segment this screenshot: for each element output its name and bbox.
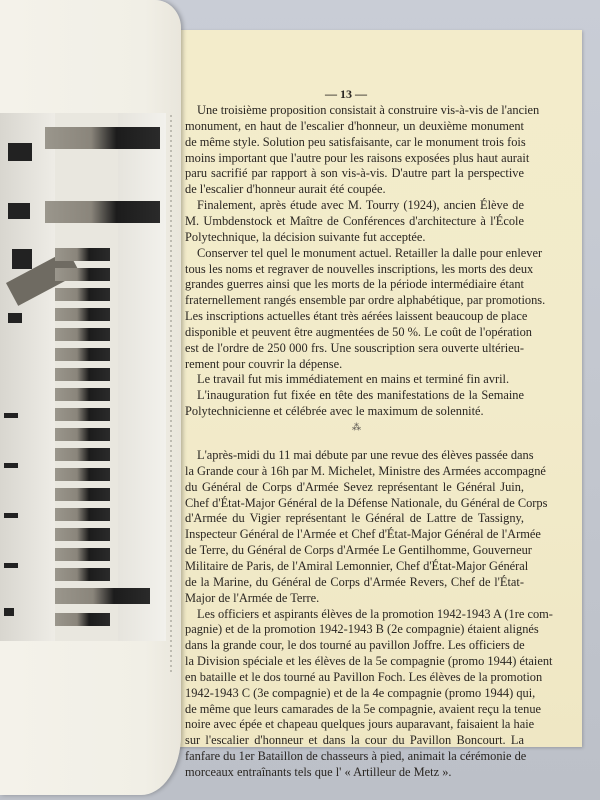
text-line: est de l'ordre de 250 000 frs. Une souscription sera ouverte ultérieu- [185, 340, 524, 355]
text-line: Inspecteur Général de l'Armée et Chef d'État-Major Général de l'Armée [185, 527, 541, 542]
text-line: M. Umbdenstock et Maître de Conférences d'architecture à l'École [185, 213, 524, 228]
text-line: Chef d'État-Major Général de la Défense Nationale, du Général de Corps [185, 495, 548, 510]
text-line: L'après-midi du 11 mai débute par une revue des élèves passée dans [197, 448, 534, 462]
photo-window [4, 513, 18, 518]
photo-figure [55, 568, 110, 581]
photo-figure [55, 288, 110, 301]
section-separator: ⁂ [352, 422, 361, 432]
text-line: Polytechnicienne et célébrée avec le maximum de solennité. [185, 404, 484, 419]
text-line: dans la grande cour, le dos tourné au pavillon Joffre. Les officiers de [185, 638, 525, 653]
photo-figure [55, 548, 110, 561]
text-line: grandes guerres ainsi que les morts de la période intermédiaire étant [185, 277, 524, 292]
ceremony-photo [0, 113, 166, 641]
text-line: noire avec épée et chapeau quelques jours auparavant, faisaient la haie [185, 717, 535, 732]
text-line: monument, en haut de l'escalier d'honneur, un deuxième monument [185, 118, 524, 133]
photo-figure [55, 613, 110, 626]
text-line: L'inauguration fut fixée en tête des manifestations de la Semaine [197, 388, 524, 403]
right-page [177, 30, 582, 779]
text-line: Les officiers et aspirants élèves de la promotion 1942-1943 A (1re com- [197, 606, 553, 621]
photo-window [12, 249, 32, 269]
photo-figure [55, 588, 150, 604]
photo-figure [55, 488, 110, 501]
photo-figure [55, 268, 110, 281]
text-line: 1942-1943 C (3e compagnie) et de la 4e compagnie (promo 1944) qui, [185, 685, 536, 700]
text-line: Le travail fut mis immédiatement en mains et terminé fin avril. [197, 372, 510, 387]
text-line: de l'escalier d'honneur aurait été coupée. [185, 182, 386, 197]
text-line: fanfare du 1er Bataillon de chasseurs à pied, animait la cérémonie de [185, 749, 527, 764]
photo-building-wall [0, 113, 55, 641]
photo-figure [55, 368, 110, 381]
photo-figure [45, 127, 160, 149]
photo-ground [118, 113, 166, 641]
text-line: d'Armée du Vigier représentant le Général de Lattre de Tassigny, [185, 511, 524, 526]
text-line: paru sacrifié par rapport à son vis-à-vis. D'autre part la perspective [185, 166, 524, 181]
left-page [0, 0, 181, 795]
photo-figure [55, 248, 110, 261]
text-line: fraternellement rangés ensemble par ordre alphabétique, par promotions. [185, 293, 546, 308]
photo-window [4, 608, 14, 616]
photo-figure [55, 508, 110, 521]
photo-caption-strip [170, 115, 172, 675]
photo-figure [55, 468, 110, 481]
text-line: Une troisième proposition consistait à construire vis-à-vis de l'ancien [197, 103, 540, 117]
photo-figure [45, 201, 160, 223]
photo-figure [55, 428, 110, 441]
text-line: moins important que l'autre pour les raisons exposées plus haut aurait [185, 150, 530, 165]
text-line: morceaux entraînants tels que l' « Artilleur de Metz ». [185, 765, 452, 779]
text-line: Major de l'Armée de Terre. [185, 590, 320, 605]
photo-figure [55, 348, 110, 361]
text-line: Finalement, après étude avec M. Tourry (1924), ancien Élève de [197, 198, 524, 213]
text-line: disponible et peuvent être augmentées de 50 %. Le coût de l'opération [185, 324, 532, 339]
text-line: de la Marine, du Général de Corps d'Armée Revers, Chef de l'État- [185, 574, 524, 589]
text-line: de même que leurs camarades de la 5e compagnie, avaient reçu la tenue [185, 701, 542, 716]
photo-window [4, 413, 18, 418]
text-line: en bataille et le dos tourné au Pavillon Foch. Les élèves de la promotion [185, 669, 543, 684]
text-line: du Général de Corps d'Armée Sevez représentant le Général Juin, [185, 479, 524, 494]
text-line: sur l'escalier d'honneur et dans la cour du Pavillon Boncourt. La [185, 733, 524, 748]
photo-window [8, 203, 30, 219]
photo-figure [55, 388, 110, 401]
text-line: Les inscriptions actuelles étant très aérées laissent beaucoup de place [185, 309, 528, 324]
photo-figure [55, 448, 110, 461]
text-line: tous les noms et regraver de nouvelles inscriptions, les morts des deux [185, 261, 534, 276]
photo-figure [55, 528, 110, 541]
photo-figure [55, 328, 110, 341]
text-line: la Grande cour à 16h par M. Michelet, Ministre des Armées accompagné [185, 463, 546, 478]
page-number: — 13 — [325, 87, 367, 101]
text-line: Militaire de Paris, de l'Amiral Lemonnier, Chef d'État-Major Général [185, 558, 529, 573]
text-line: pagnie) et de la promotion 1942-1943 B (2e compagnie) étaient alignés [185, 622, 539, 637]
text-line: de Terre, du Général de Corps d'Armée Le Gentilhomme, Gouverneur [185, 543, 532, 558]
photo-window [4, 463, 18, 468]
photo-window [8, 143, 32, 161]
photo-window [4, 563, 18, 568]
text-line: Conserver tel quel le monument actuel. Retailler la dalle pour enlever [197, 245, 543, 260]
text-line: Polytechnique, la décision suivante fut acceptée. [185, 229, 426, 244]
text-line: la Division spéciale et les élèves de la 5e compagnie (promo 1944) étaient [185, 654, 553, 669]
text-line: rement pour couvrir la dépense. [185, 356, 343, 371]
text-line: de même style. Solution peu satisfaisante, car le monument trois fois [185, 134, 526, 149]
photo-figure [55, 308, 110, 321]
photo-figure [55, 408, 110, 421]
photo-window [8, 313, 22, 323]
